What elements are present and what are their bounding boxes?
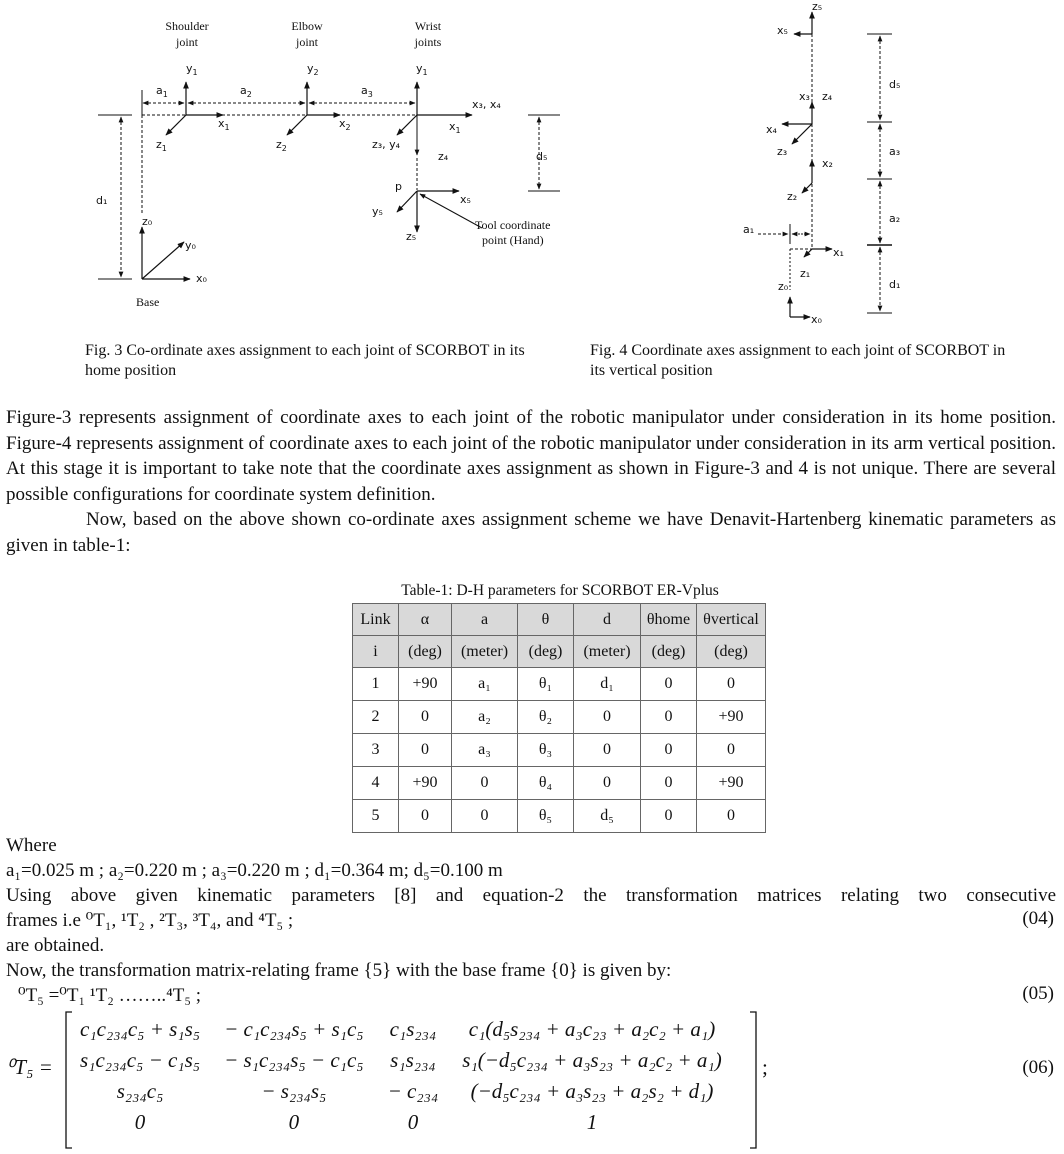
paragraph-2-text: Now, based on the above shown co-ordinate axes assignment scheme we have Denavit-Hartenberg kinematic parameters as given in table-1: <box>6 509 1056 556</box>
matrix-cell: 0 <box>288 1110 300 1134</box>
axis-label-a2: $a_2$ <box>240 84 252 99</box>
table-cell: 0 <box>574 767 641 800</box>
th-unit: (deg) <box>641 636 697 668</box>
fig4-axis-x5: x₅ <box>777 24 788 37</box>
matrix-cell: c₁s₂₃₄ <box>389 1017 437 1041</box>
shoulder-joint-label: Shoulder <box>165 19 209 33</box>
matrix-cell: 0 <box>134 1110 146 1134</box>
figure-3-diagram <box>80 0 560 320</box>
axis-label-x3-x4: x₃, x₄ <box>472 98 501 111</box>
figure-3-caption-line1: Fig. 3 Co-ordinate axes assignment to each joint of SCORBOT in its <box>85 342 525 359</box>
table-row <box>353 800 766 833</box>
where-label: Where <box>6 835 57 856</box>
th-theta-home: θhome <box>641 604 697 636</box>
fig4-axis-x4: x₄ <box>766 123 777 136</box>
matrix-row <box>68 1045 734 1076</box>
figure-3-caption-line2: home position <box>85 362 177 379</box>
table-cell: 0 <box>641 800 697 833</box>
axis-label-y0: y₀ <box>185 239 196 252</box>
table-cell: 0 <box>641 734 697 767</box>
fig4-axis-z1: z₁ <box>800 267 811 280</box>
elbow-joint-label: Elbow <box>291 19 323 33</box>
matrix-cell: (−d₅c₂₃₄ + a₃s₂₃ + a₂s₂ + d₁) <box>470 1079 714 1103</box>
fig4-axis-z5: z₅ <box>812 0 823 13</box>
table-cell: 0 <box>697 668 766 701</box>
table-cell: 0 <box>452 767 518 800</box>
tool-label-2: point (Hand) <box>482 233 544 247</box>
shoulder-joint-label-2: joint <box>175 35 199 49</box>
table-cell: 0 <box>641 668 697 701</box>
equation-number-04: (04) <box>1022 908 1054 929</box>
matrix-cell: s₁c₂₃₄c₅ − c₁s₅ <box>80 1048 201 1072</box>
axis-label-z4: z₄ <box>438 150 449 163</box>
axis-label-y1: $y_1$ <box>186 62 198 77</box>
axis-label-z3-y4: z₃, y₄ <box>372 138 401 151</box>
fig4-axis-z2: z₂ <box>787 190 798 203</box>
th-link: Link <box>353 604 399 636</box>
axis-label-x5: x₅ <box>460 193 471 206</box>
fig4-axis-z3: z₃ <box>777 145 788 158</box>
axis-label-y5: y₅ <box>372 205 383 218</box>
axis-label-x1: $x_1$ <box>218 117 230 132</box>
table-cell: 1 <box>353 668 399 701</box>
fig4-axis-a1: a₁ <box>743 223 755 236</box>
matrix-cell: s₁s₂₃₄ <box>390 1048 436 1072</box>
table-cell: 4 <box>353 767 399 800</box>
table-cell: 5 <box>353 800 399 833</box>
table-cell: 2 <box>353 701 399 734</box>
th-unit: (deg) <box>399 636 452 668</box>
table-cell: +90 <box>399 767 452 800</box>
axis-label-d1: d₁ <box>96 194 108 207</box>
wrist-joints-label-2: joints <box>414 35 442 49</box>
paragraph-2 <box>6 507 1056 558</box>
matrix-cell: 0 <box>407 1110 419 1134</box>
equation-05: ⁰T₅ =⁰T₁ ¹T₂ ……..⁴T₅ ; <box>18 985 201 1006</box>
table-cell: 0 <box>399 734 452 767</box>
th-theta-vertical: θvertical <box>697 604 766 636</box>
using-line-1: Using above given kinematic parameters [8] and equation-2 the transformation matrices relating two consecutive <box>6 885 1056 906</box>
axis-label-z0: z₀ <box>142 215 153 228</box>
figure-4-caption <box>590 341 1064 381</box>
fig4-axis-x0: x₀ <box>811 313 822 326</box>
table-cell: θ₄ <box>518 767 574 800</box>
fig4-dim-a2: a₂ <box>889 212 901 225</box>
table-cell: θ₁ <box>518 668 574 701</box>
axis-label-d5: d₅ <box>536 150 548 163</box>
table-cell: +90 <box>697 701 766 734</box>
figure-4-caption-line1: Fig. 4 Coordinate axes assignment to each joint of SCORBOT in <box>590 342 1006 359</box>
th-unit: (meter) <box>452 636 518 668</box>
fig4-axis-x3: x₃ <box>799 90 810 103</box>
axis-label-y2: $y_2$ <box>307 62 319 77</box>
fig4-dim-d5: d₅ <box>889 78 901 91</box>
table-cell: 0 <box>399 800 452 833</box>
table-row <box>353 668 766 701</box>
table-cell: θ₂ <box>518 701 574 734</box>
table-header-row-1 <box>353 604 766 636</box>
axis-label-z1: $z_1$ <box>156 138 167 153</box>
table-row <box>353 734 766 767</box>
table-cell: 3 <box>353 734 399 767</box>
using-paragraph <box>6 883 1056 909</box>
table-cell: 0 <box>641 701 697 734</box>
figure-4-diagram <box>740 0 940 330</box>
table-row <box>353 701 766 734</box>
table-cell: +90 <box>399 668 452 701</box>
fig4-dim-d1: d₁ <box>889 278 901 291</box>
axis-label-x2: $x_2$ <box>339 117 351 132</box>
matrix-terminator: ; <box>762 1055 768 1079</box>
th-d: d <box>574 604 641 636</box>
matrix-cell: − c₂₃₄ <box>387 1079 439 1103</box>
figure-4 <box>740 0 940 330</box>
table-cell: θ₅ <box>518 800 574 833</box>
table-cell: a₁ <box>452 668 518 701</box>
matrix-cell: s₁(−d₅c₂₃₄ + a₃s₂₃ + a₂c₂ + a₁) <box>462 1048 722 1072</box>
table-cell: θ₃ <box>518 734 574 767</box>
fig4-axis-x1: x₁ <box>833 246 844 259</box>
table-cell: 0 <box>697 800 766 833</box>
table-cell: 0 <box>574 701 641 734</box>
paragraph-1: Figure-3 represents assignment of coordinate axes to each joint of the robotic manipulator under consideration in its home position. Figure-4 represents assignment of coordinate axes to each joint of the robotic manipulator under consideration in its arm vertical position. At this stage it is important to take note that the coordinate axes assignment as shown in Figure-3 and 4 is not unique. There are several possible configurations for coordinate system definition. <box>6 407 1056 505</box>
matrix-cell: − s₁c₂₃₄s₅ − c₁c₅ <box>224 1048 364 1072</box>
th-unit: (deg) <box>697 636 766 668</box>
table-cell: d₅ <box>574 800 641 833</box>
matrix-table <box>68 1014 734 1138</box>
matrix-cell: s₂₃₄c₅ <box>116 1079 164 1103</box>
table-cell: 0 <box>452 800 518 833</box>
table-cell: d₁ <box>574 668 641 701</box>
matrix-cell: c₁(d₅s₂₃₄ + a₃c₂₃ + a₂c₂ + a₁) <box>468 1017 716 1041</box>
th-a: a <box>452 604 518 636</box>
table-cell: +90 <box>697 767 766 800</box>
axis-label-a3: $a_3$ <box>361 84 373 99</box>
figure-3-caption <box>85 341 575 381</box>
fig4-axis-x2: x₂ <box>822 157 833 170</box>
axis-label-a1: $a_1$ <box>156 84 168 99</box>
axis-label-x0: x₀ <box>196 272 207 285</box>
axis-label-x1-wrist: $x_1$ <box>449 120 461 135</box>
obtained-line: are obtained. <box>6 935 105 956</box>
table-header-row-2 <box>353 636 766 668</box>
matrix-cell: 1 <box>586 1110 598 1134</box>
figure-4-caption-line2: its vertical position <box>590 362 713 379</box>
th-alpha: α <box>399 604 452 636</box>
axis-label-z5: z₅ <box>406 230 417 243</box>
figure-3 <box>80 0 560 320</box>
matrix-row <box>68 1107 734 1138</box>
parameter-values: a₁=0.025 m ; a₂=0.220 m ; a₃=0.220 m ; d₁=0.364 m; d₅=0.100 m <box>6 860 503 881</box>
elbow-joint-label-2: joint <box>295 35 319 49</box>
table-cell: 0 <box>574 734 641 767</box>
matrix-cell: − c₁c₂₃₄s₅ + s₁c₅ <box>224 1017 364 1041</box>
dh-parameters-table <box>352 603 766 833</box>
fig4-axis-z4: z₄ <box>822 90 833 103</box>
th-unit: (meter) <box>574 636 641 668</box>
matrix-row <box>68 1014 734 1045</box>
th-unit: (deg) <box>518 636 574 668</box>
th-theta: θ <box>518 604 574 636</box>
th-i: i <box>353 636 399 668</box>
table-cell: a₃ <box>452 734 518 767</box>
base-label: Base <box>136 295 160 309</box>
table-caption: Table-1: D-H parameters for SCORBOT ER-Vplus <box>401 582 719 599</box>
matrix-lhs: ⁰T₅ = <box>6 1055 53 1079</box>
dh-table <box>352 603 766 833</box>
now-line: Now, the transformation matrix-relating frame {5} with the base frame {0} is given by: <box>6 960 672 981</box>
table-cell: 0 <box>399 701 452 734</box>
table-cell: a₂ <box>452 701 518 734</box>
axis-label-y1-wrist: $y_1$ <box>416 62 428 77</box>
matrix-cell: c₁c₂₃₄c₅ + s₁s₅ <box>80 1017 201 1041</box>
fig4-axis-z0: z₀ <box>778 280 789 293</box>
wrist-joints-label: Wrist <box>414 19 442 33</box>
equation-number-06: (06) <box>1022 1057 1054 1078</box>
table-cell: 0 <box>697 734 766 767</box>
table-cell: 0 <box>641 767 697 800</box>
equation-number-05: (05) <box>1022 983 1054 1004</box>
matrix-row <box>68 1076 734 1107</box>
point-label-p: p <box>395 180 402 193</box>
table-row <box>353 767 766 800</box>
using-line-2: frames i.e ⁰T₁, ¹T₂ , ²T₃, ³T₄, and ⁴T₅ ; <box>6 910 294 931</box>
matrix-cell: − s₂₃₄s₅ <box>261 1079 327 1103</box>
fig4-dim-a3: a₃ <box>889 145 901 158</box>
axis-label-z2: $z_2$ <box>276 138 287 153</box>
tool-label: Tool coordinate <box>475 218 551 232</box>
